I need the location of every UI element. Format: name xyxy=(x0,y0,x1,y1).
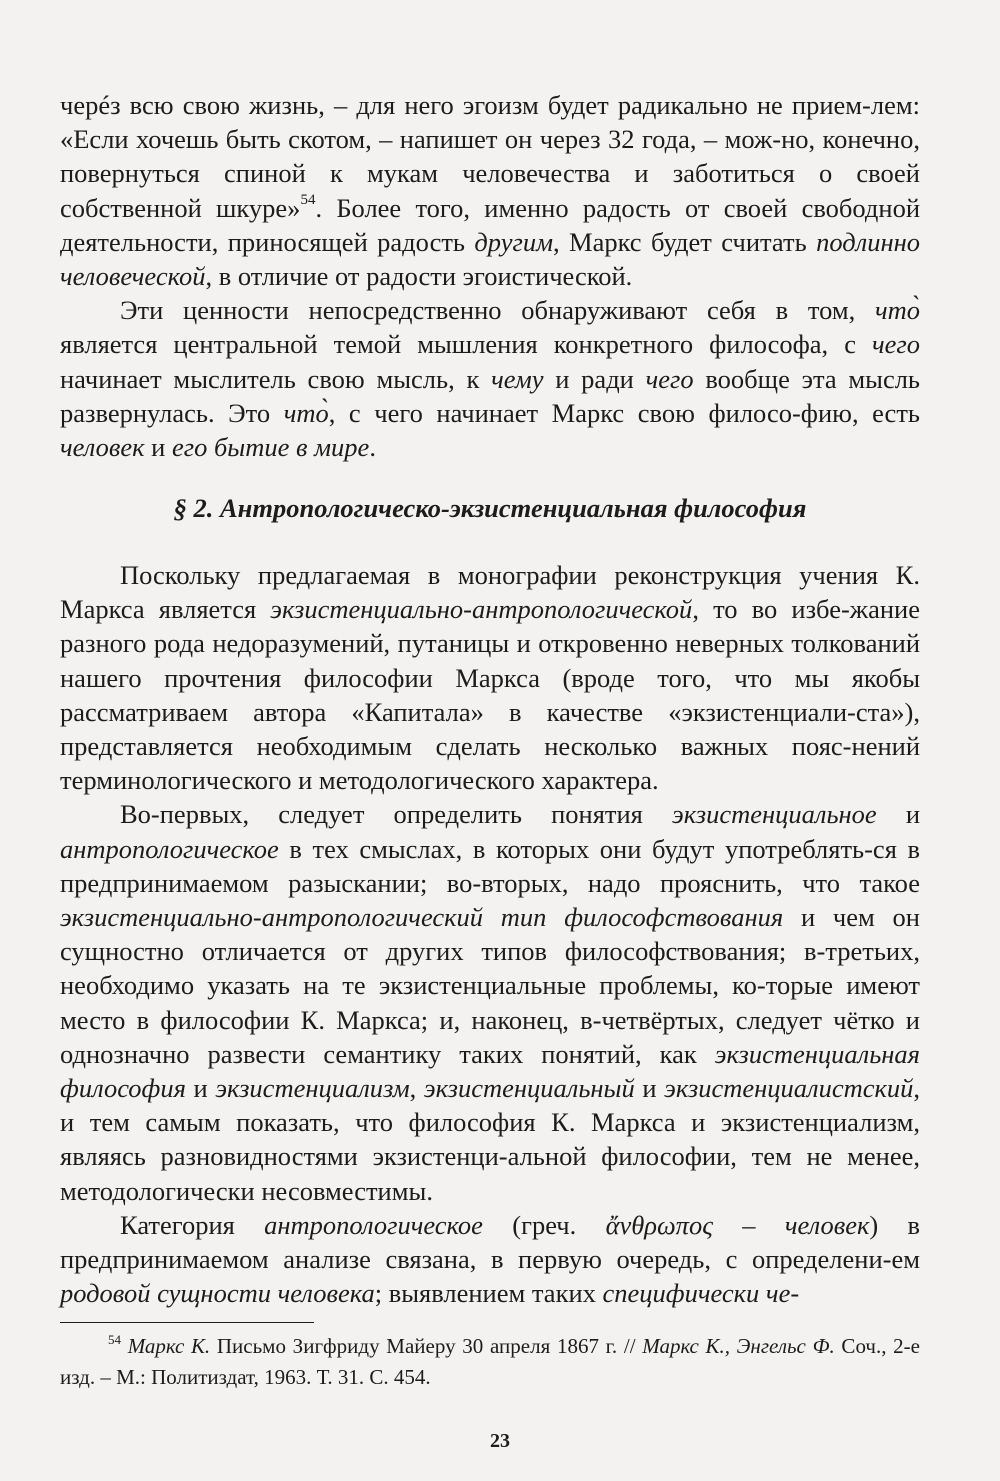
upper-text xyxy=(60,88,920,464)
footnote-number: 54 xyxy=(108,1332,121,1347)
footnote-54: $^{54}$ Маркс К. Письмо Зигфриду Майеру 30 апреля 1867 г. // Маркс К., Энгельс Ф. Соч., 2-е изд. – М.: Политиздат, 1963. Т. 31. С. 454. xyxy=(60,1332,920,1389)
section-heading: § 2. Антропологическо-экзистенциальная философия xyxy=(173,493,807,523)
continued-paragraph: черéз всю свою жизнь, – для него эгоизм будет радикально не прием-лем: «Если хочешь быть скотом, – напишет он через 32 года, – мож-но, конечно, повернуться спиной к мукам человечества и заботиться о своей собственной шкуре»$^{54}$. Более того, именно радость от своей свободной деятельности, приносящей радость другим, Маркс будет считать подлинно человеческой, в отличие от радости эгоистической. xyxy=(60,90,920,292)
footnote-divider xyxy=(60,1322,314,1323)
page-number: 23 xyxy=(490,1430,510,1452)
paragraph-reconstruction: Поскольку предлагаемая в монографии реконструкция учения К. Маркса является экзистенциально-антропологической, то во избе-жание разного рода недоразумений, путаницы и откровенно неверных толкований нашего прочтения философии Маркса (вроде того, что мы якобы рассматриваем автора «Капитала» в качестве «экзистенциали-ста»), представляется необходимым сделать несколько важных пояс-нений терминологического и методологического характера. xyxy=(60,560,920,796)
values-paragraph: Эти ценности непосредственно обнаруживают себя в том, что̀ является центральной темой мышления конкретного философа, с чего начинает мыслитель свою мысль, к чему и ради чего вообще эта мысль развернулась. Это что̀, с чего начинает Маркс свою филосо-фию, есть человек и его бытие в мире. xyxy=(60,295,921,463)
section-body xyxy=(60,558,920,1310)
footnote-ref-54[interactable]: 54 xyxy=(300,191,316,208)
paragraph-category: Категория антропологическое (греч. ἄνθρωπος – человек) в предпринимаемом анализе связана, в первую очередь, с определени-ем родовой сущности человека; выявлением таких специфически че- xyxy=(60,1209,921,1309)
paragraph-firstly: Во-первых, следует определить понятия экзистенциальное и антропологическое в тех смыслах, в которых они будут употреблять-ся в предпринимаемом разыскании; во-вторых, надо прояснить, что такое экзистенциально-антропологический тип философствования и чем он сущностно отличается от других типов философствования; в-третьих, необходимо указать на те экзистенциальные проблемы, ко-торые имеют место в философии К. Маркса; и, наконец, в-четвёртых, следует чётко и однозначно развести семантику таких понятий, как экзистенциальная философия и экзистенциализм, экзистенциальный и экзистенциалистский, и тем самым показать, что философия К. Маркса и экзистенциализм, являясь разновидностями экзистенци-альной философии, тем не менее, методологически несовместимы. xyxy=(60,799,921,1206)
